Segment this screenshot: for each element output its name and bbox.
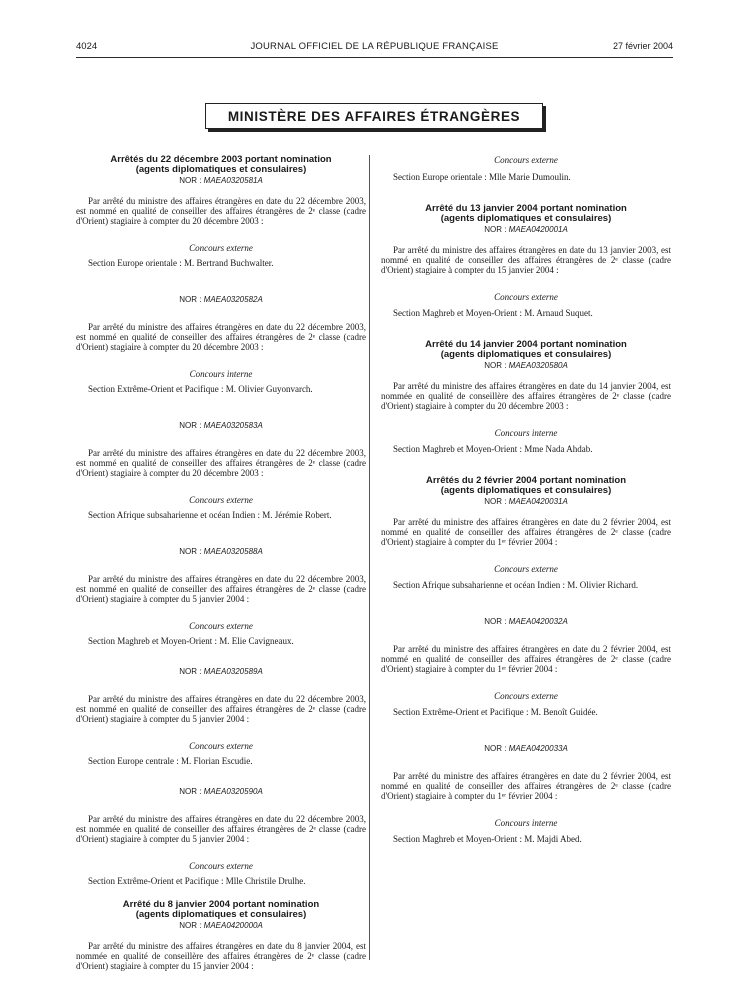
decree-heading — [381, 204, 671, 224]
appointment-line: Section Europe orientale : M. Bertrand Buchwalter. — [88, 258, 274, 268]
decree-paragraph: Par arrêté du ministre des affaires étrangères en date du 22 décembre 2003, est nommé en qualité de conseiller des affaires étrangères de 2ᵉ classe (cadre d'Orient) stagiaire à compter du 20 décembre 2003 : — [76, 448, 366, 478]
heading-line: (agents diplomatiques et consulaires) — [135, 164, 307, 175]
concours-label: Concours interne — [494, 428, 558, 438]
nor-code: MAEA0320589A — [203, 667, 263, 676]
nor-label: NOR : — [179, 176, 202, 185]
nor-label: NOR : — [484, 225, 507, 234]
appointment-line: Section Maghreb et Moyen-Orient : Mme Nada Ahdab. — [393, 444, 593, 454]
appointment-line: Section Afrique subsaharienne et océan Indien : M. Jérémie Robert. — [88, 510, 332, 520]
concours-label: Concours externe — [189, 621, 253, 631]
nor-label: NOR : — [179, 667, 202, 676]
appointment-line: Section Extrême-Orient et Pacifique : M. Benoît Guidée. — [393, 707, 598, 717]
decree-paragraph: Par arrêté du ministre des affaires étrangères en date du 14 janvier 2004, est nommée en qualité de conseillère des affaires étrangères de 2ᵉ classe (cadre d'Orient) stagiaire à compter du 20 décembre 2003 : — [381, 381, 671, 411]
decree-heading — [76, 900, 366, 920]
decree-paragraph: Par arrêté du ministre des affaires étrangères en date du 2 février 2004, est nommé en qualité de conseiller des affaires étrangères de 2ᵉ classe (cadre d'Orient) stagiaire à compter du 1ᵉʳ février 2004 : — [381, 517, 671, 547]
concours-label: Concours externe — [494, 564, 558, 574]
heading-line: (agents diplomatiques et consulaires) — [440, 485, 612, 496]
nor-reference — [76, 295, 366, 305]
heading-line: (agents diplomatiques et consulaires) — [135, 909, 307, 920]
appointment-line: Section Maghreb et Moyen-Orient : M. Majdi Abed. — [393, 834, 582, 844]
nor-label: NOR : — [179, 787, 202, 796]
decree-heading — [381, 476, 671, 496]
appointment-line: Section Maghreb et Moyen-Orient : M. Elie Cavigneaux. — [88, 636, 294, 646]
decree-heading — [381, 340, 671, 360]
nor-label: NOR : — [484, 744, 507, 753]
concours-label: Concours externe — [494, 155, 558, 165]
nor-code: MAEA0420031A — [508, 497, 568, 506]
heading-line: Arrêté du 14 janvier 2004 portant nomination — [425, 339, 627, 350]
nor-code: MAEA0320583A — [203, 421, 263, 430]
concours-label: Concours interne — [189, 369, 253, 379]
decree-paragraph: Par arrêté du ministre des affaires étrangères en date du 22 décembre 2003, est nommée en qualité de conseiller des affaires étrangères de 2ᵉ classe (cadre d'Orient) stagiaire à compter du 5 janvier 2004 : — [76, 814, 366, 844]
nor-code: MAEA0420000A — [203, 921, 263, 930]
nor-reference — [381, 744, 671, 754]
concours-label: Concours externe — [494, 691, 558, 701]
ministry-title-box — [205, 103, 543, 129]
decree-paragraph: Par arrêté du ministre des affaires étrangères en date du 22 décembre 2003, est nommé en qualité de conseiller des affaires étrangères de 2ᵉ classe (cadre d'Orient) stagiaire à compter du 5 janvier 2004 : — [76, 694, 366, 724]
concours-label: Concours externe — [189, 741, 253, 751]
appointment-line: Section Extrême-Orient et Pacifique : Mlle Christile Drulhe. — [88, 876, 306, 886]
heading-line: (agents diplomatiques et consulaires) — [440, 349, 612, 360]
nor-label: NOR : — [484, 361, 507, 370]
appointment-line: Section Europe centrale : M. Florian Escudie. — [88, 756, 253, 766]
nor-reference — [381, 361, 671, 371]
heading-line: Arrêté du 13 janvier 2004 portant nomination — [425, 203, 627, 214]
left-column — [76, 155, 366, 971]
appointment-line: Section Europe orientale : Mlle Marie Dumoulin. — [393, 172, 571, 182]
decree-paragraph: Par arrêté du ministre des affaires étrangères en date du 22 décembre 2003, est nommé en qualité de conseiller des affaires étrangères de 2ᵉ classe (cadre d'Orient) stagiaire à compter du 5 janvier 2004 : — [76, 574, 366, 604]
concours-label: Concours externe — [189, 495, 253, 505]
nor-code: MAEA0320590A — [203, 787, 263, 796]
column-divider — [369, 155, 370, 960]
page-number: 4024 — [76, 41, 98, 52]
nor-reference — [76, 421, 366, 431]
nor-reference — [76, 921, 366, 931]
nor-code: MAEA0320581A — [203, 176, 263, 185]
nor-reference — [381, 497, 671, 507]
heading-line: (agents diplomatiques et consulaires) — [440, 213, 612, 224]
nor-label: NOR : — [179, 921, 202, 930]
nor-label: NOR : — [179, 421, 202, 430]
nor-label: NOR : — [179, 547, 202, 556]
concours-label: Concours externe — [189, 861, 253, 871]
nor-code: MAEA0320588A — [203, 547, 263, 556]
appointment-line: Section Maghreb et Moyen-Orient : M. Arnaud Suquet. — [393, 308, 593, 318]
nor-code: MAEA0420001A — [508, 225, 568, 234]
nor-reference — [76, 787, 366, 797]
decree-heading — [76, 155, 366, 175]
decree-paragraph: Par arrêté du ministre des affaires étrangères en date du 2 février 2004, est nommé en qualité de conseiller des affaires étrangères de 2ᵉ classe (cadre d'Orient) stagiaire à compter du 1ᵉʳ février 2004 : — [381, 644, 671, 674]
running-header — [76, 41, 673, 55]
nor-code: MAEA0320580A — [508, 361, 568, 370]
decree-paragraph: Par arrêté du ministre des affaires étrangères en date du 13 janvier 2003, est nommé en qualité de conseiller des affaires étrangères de 2ᵉ classe (cadre d'Orient) stagiaire à compter du 15 janvier 2004 : — [381, 245, 671, 275]
appointment-line: Section Extrême-Orient et Pacifique : M. Olivier Guyonvarch. — [88, 384, 313, 394]
nor-reference — [76, 547, 366, 557]
decree-paragraph: Par arrêté du ministre des affaires étrangères en date du 22 décembre 2003, est nommé en qualité de conseiller des affaires étrangères de 2ᵉ classe (cadre d'Orient) stagiaire à compter du 20 décembre 2003 : — [76, 322, 366, 352]
header-rule — [76, 57, 673, 58]
nor-label: NOR : — [179, 295, 202, 304]
nor-label: NOR : — [484, 497, 507, 506]
journal-title: JOURNAL OFFICIEL DE LA RÉPUBLIQUE FRANÇAISE — [250, 41, 499, 52]
nor-code: MAEA0420033A — [508, 744, 568, 753]
heading-line: Arrêtés du 2 février 2004 portant nomination — [425, 475, 627, 486]
heading-line: Arrêtés du 22 décembre 2003 portant nomination — [110, 154, 332, 165]
concours-label: Concours interne — [494, 818, 558, 828]
right-column — [381, 155, 671, 844]
decree-paragraph: Par arrêté du ministre des affaires étrangères en date du 8 janvier 2004, est nommée en qualité de conseillère des affaires étrangères de 2ᵉ classe (cadre d'Orient) stagiaire à compter du 15 janvier 2004 : — [76, 941, 366, 971]
nor-reference — [76, 667, 366, 677]
concours-label: Concours externe — [189, 243, 253, 253]
issue-date: 27 février 2004 — [612, 41, 673, 51]
decree-paragraph: Par arrêté du ministre des affaires étrangères en date du 22 décembre 2003, est nommé en qualité de conseiller des affaires étrangères de 2ᵉ classe (cadre d'Orient) stagiaire à compter du 20 décembre 2003 : — [76, 196, 366, 226]
nor-label: NOR : — [484, 617, 507, 626]
nor-code: MAEA0320582A — [203, 295, 263, 304]
nor-reference — [381, 617, 671, 627]
heading-line: Arrêté du 8 janvier 2004 portant nomination — [122, 899, 320, 910]
ministry-title: MINISTÈRE DES AFFAIRES ÉTRANGÈRES — [227, 108, 521, 124]
concours-label: Concours externe — [494, 292, 558, 302]
nor-reference — [381, 225, 671, 235]
appointment-line: Section Afrique subsaharienne et océan Indien : M. Olivier Richard. — [393, 580, 639, 590]
nor-reference — [76, 176, 366, 186]
nor-code: MAEA0420032A — [508, 617, 568, 626]
decree-paragraph: Par arrêté du ministre des affaires étrangères en date du 2 février 2004, est nommé en qualité de conseiller des affaires étrangères de 2ᵉ classe (cadre d'Orient) stagiaire à compter du 1ᵉʳ février 2004 : — [381, 771, 671, 801]
